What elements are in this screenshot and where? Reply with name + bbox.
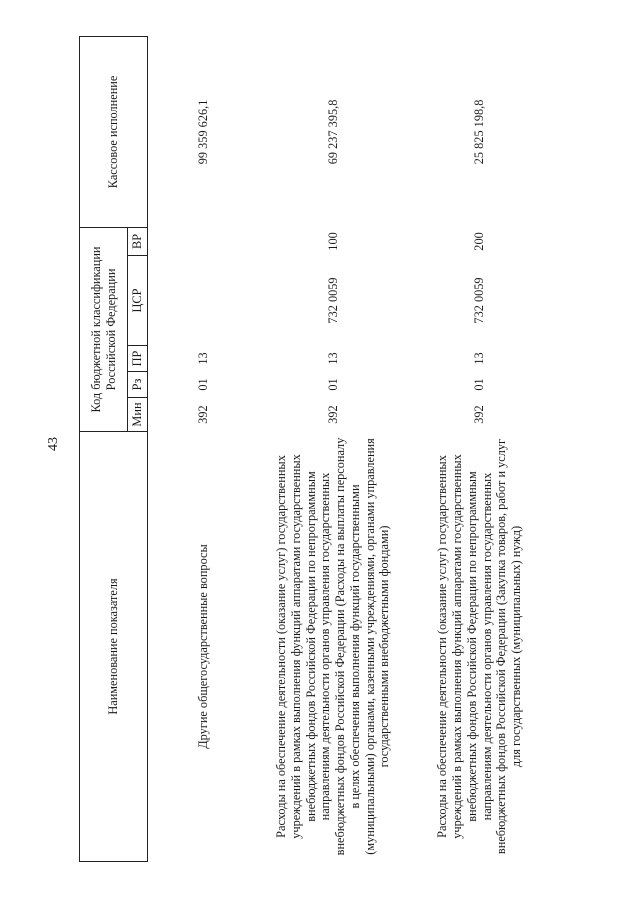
header-min: Мин bbox=[128, 398, 148, 432]
header-budget-code-group: Код бюджетной классификации Российской Федерации bbox=[80, 227, 128, 431]
row-vr: 100 bbox=[325, 232, 340, 251]
table-row bbox=[408, 36, 551, 861]
row-pr: 13 bbox=[195, 352, 210, 365]
row-name: Расходы на обеспечение деятельности (оказание услуг) государственных учреждений в рамках выполнения функций аппаратами государственных внебюджетных фондов Российской Федерации по непрограммным направлениям деятельности органов управления государственных внебюджетных фондов Российской Федерации (Закупка товаров, работ и услуг для государственных (муниципальных) нужд) bbox=[435, 438, 523, 855]
row-vr: 200 bbox=[472, 232, 487, 251]
row-csr bbox=[148, 256, 259, 346]
row-pr: 13 bbox=[325, 352, 340, 365]
rotated-page-content bbox=[79, 37, 640, 862]
row-rz: 01 bbox=[472, 378, 487, 391]
row-min: 392 bbox=[325, 405, 340, 424]
row-min: 392 bbox=[195, 405, 210, 424]
row-name: Расходы на обеспечение деятельности (оказание услуг) государственных учреждений в рамках выполнения функций аппаратами государственных внебюджетных фондов Российской Федерации по непрограммным направлениям деятельности органов управления государственных внебюджетных фондов Российской Федерации (Расходы на выплаты персоналу в целях обеспечения выполнения функций государственными (муниципальными) органами, казенными учреждениями, органами управления государственными внебюджетными фондами) bbox=[274, 437, 392, 856]
row-csr: 732 0059 bbox=[325, 277, 340, 324]
table-header-row bbox=[80, 36, 128, 861]
table-row bbox=[258, 36, 408, 861]
row-vr bbox=[148, 227, 259, 255]
header-pr: ПР bbox=[128, 346, 148, 372]
budget-execution-table bbox=[79, 36, 551, 862]
table-row bbox=[148, 36, 259, 861]
header-vr: ВР bbox=[128, 227, 148, 255]
row-pr: 13 bbox=[472, 352, 487, 365]
row-min: 392 bbox=[472, 405, 487, 424]
page-number: 43 bbox=[46, 437, 61, 451]
row-rz: 01 bbox=[325, 378, 340, 391]
row-csr: 732 0059 bbox=[472, 277, 487, 324]
row-cash: 25 825 198,8 bbox=[472, 99, 487, 165]
header-rz: Рз bbox=[128, 372, 148, 398]
row-name: Другие общегосударственные вопросы bbox=[195, 544, 210, 749]
row-rz: 01 bbox=[195, 378, 210, 391]
header-indicator-name: Наименование показателя bbox=[80, 432, 148, 862]
header-cash-execution: Кассовое исполнение bbox=[80, 36, 148, 227]
row-cash: 69 237 395,8 bbox=[325, 99, 340, 165]
row-cash: 99 359 626,1 bbox=[195, 99, 210, 165]
header-csr: ЦСР bbox=[128, 256, 148, 346]
